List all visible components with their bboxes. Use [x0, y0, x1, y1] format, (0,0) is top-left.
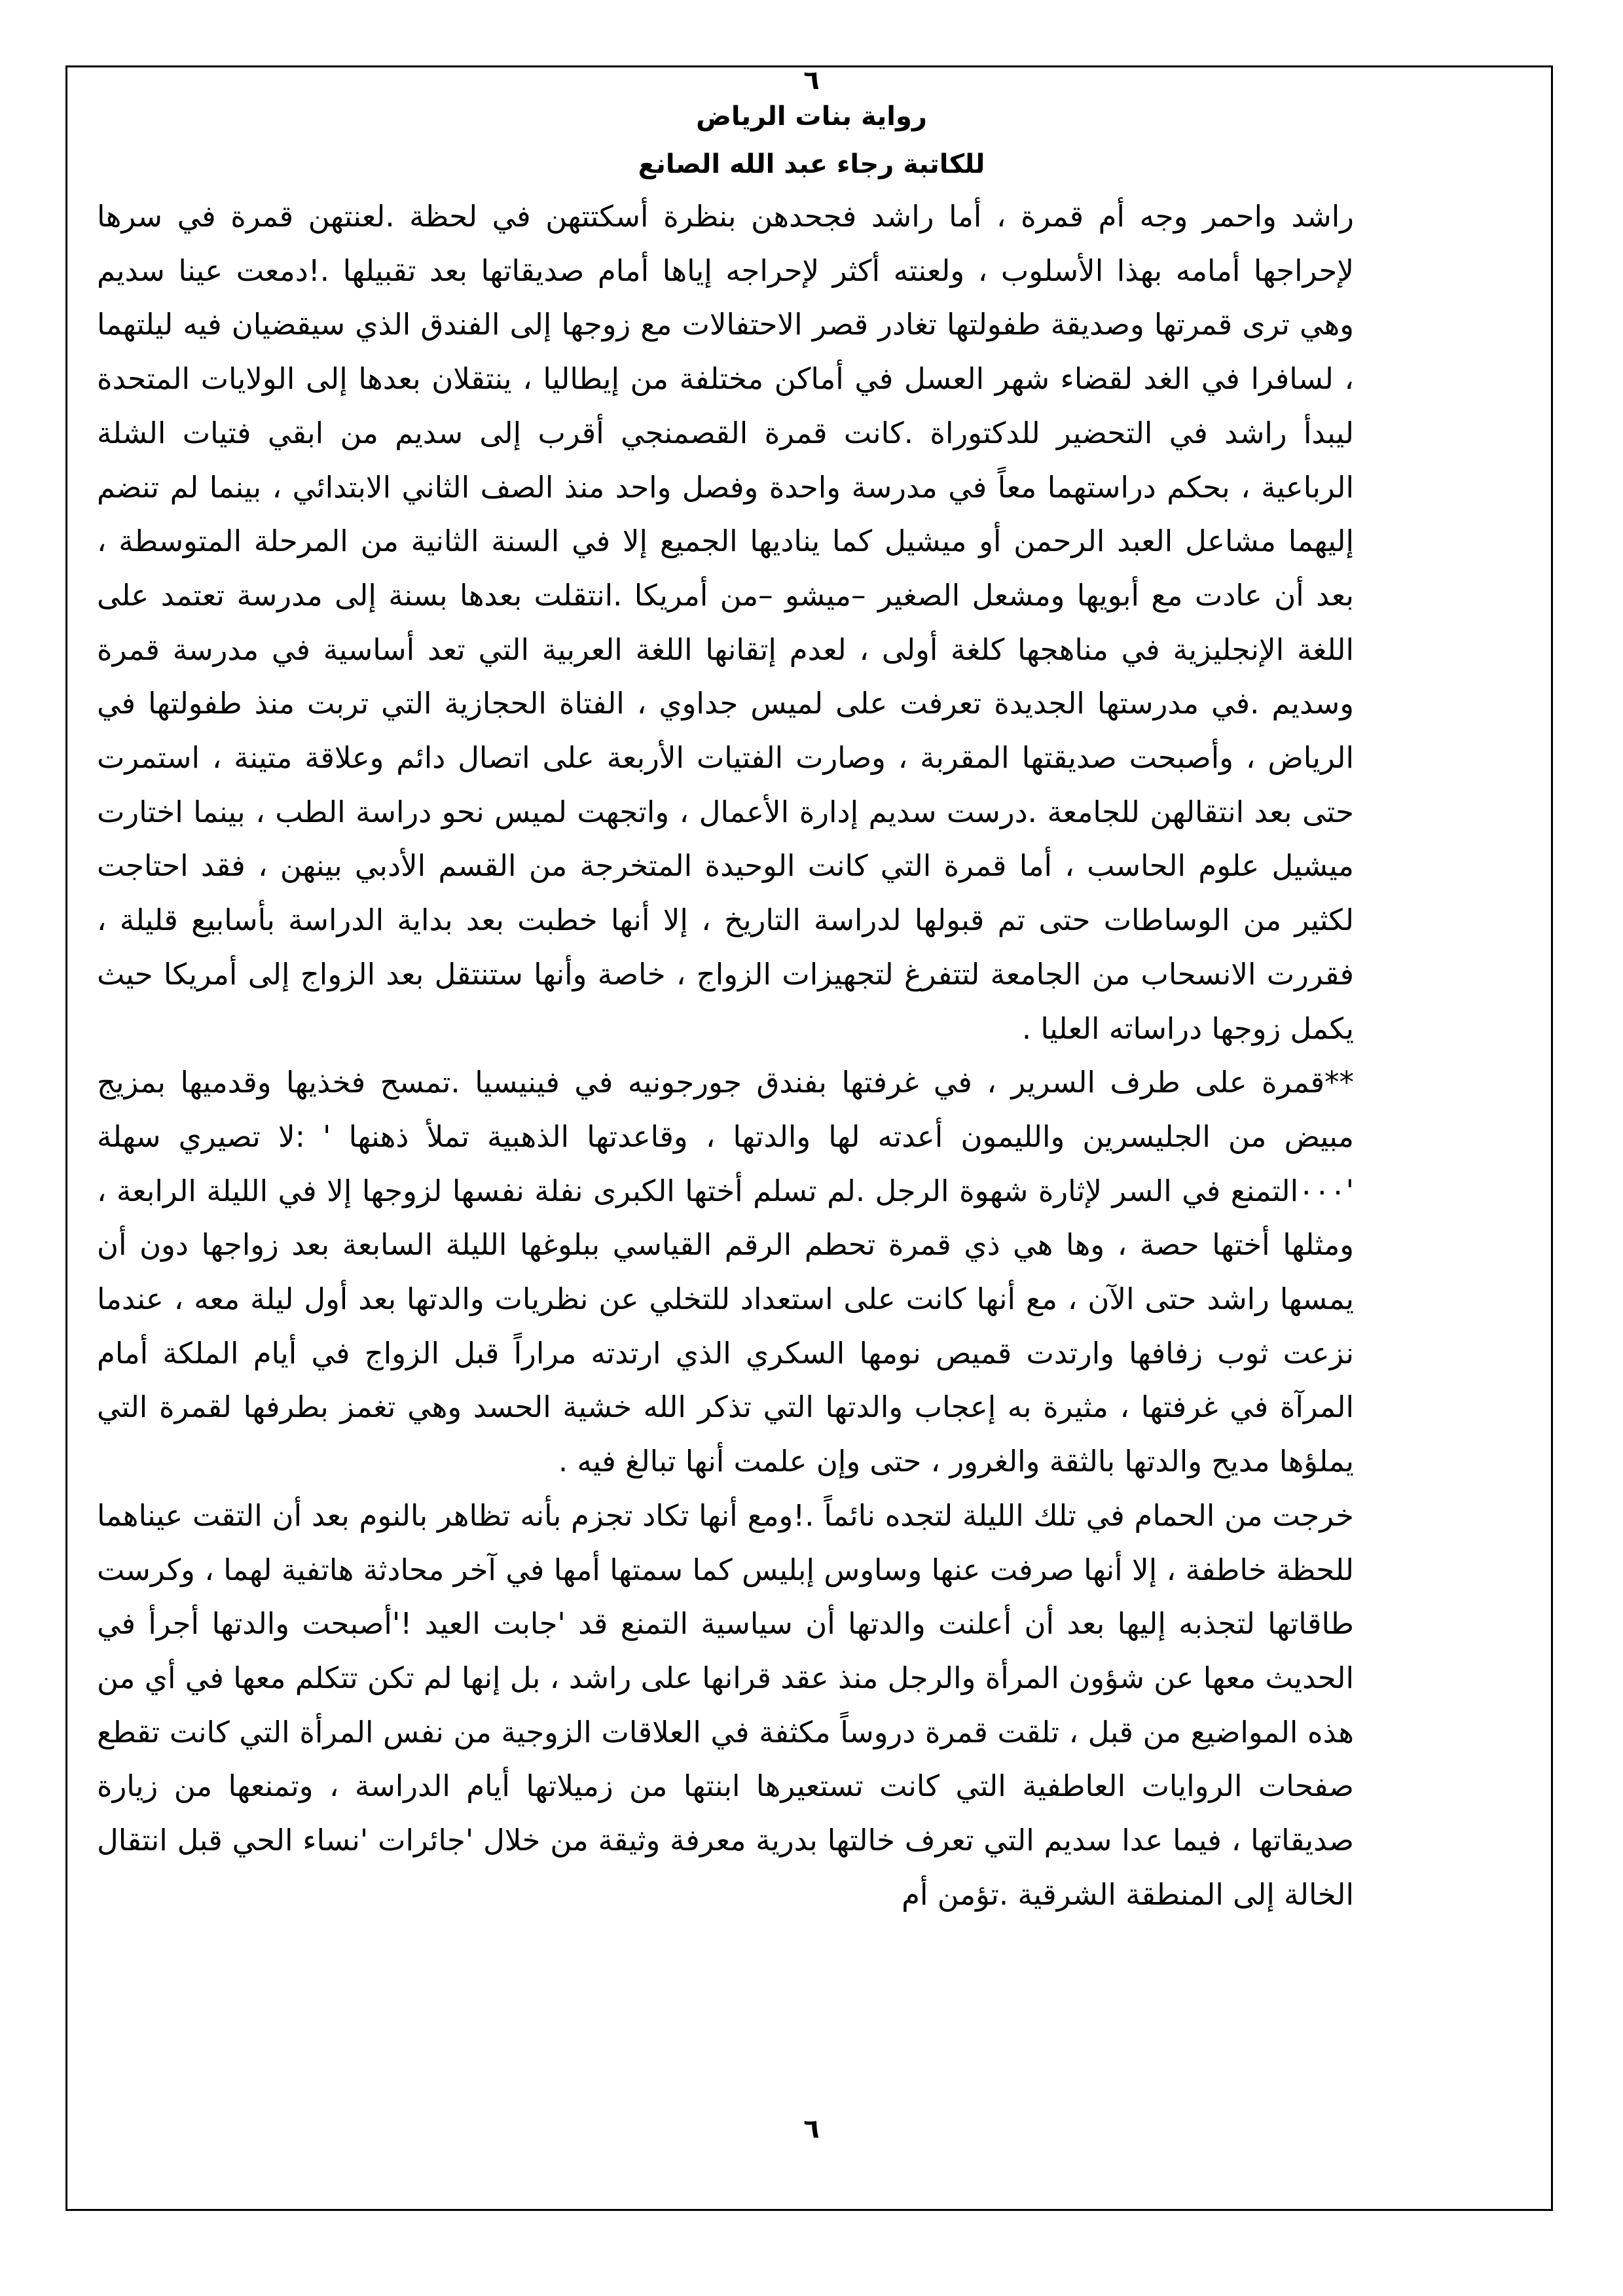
paragraph: خرجت من الحمام في تلك الليلة لتجده نائماً .!ومع أنها تكاد تجزم بأنه تظاهر بالنوم بعد أن التقت عيناهما للحظة خاطفة ، إلا أنها صرفت عنها وساوس إبليس كما سمتها أمها في آخر محادثة هاتفية لهما ، وكرست طاقاتها لتجذبه إليها بعد أن أعلنت والدتها أن سياسية التمنع قد 'جابت العيد !'أصبحت والدتها أجرأ في الحديث معها عن شؤون المرأة والرجل منذ عقد قرانها على راشد ، بل إنها لم تكن تتكلم معها في أي من هذه المواضيع من قبل ، تلقت قمرة دروساً مكثفة في العلاقات الزوجية من نفس المرأة التي كانت تقطع صفحات الروايات العاطفية التي كانت تستعيرها ابنتها من زميلاتها أيام الدراسة ، وتمنعها من زيارة صديقاتها ، فيما عدا سديم التي تعرف خالتها بدرية معرفة وثيقة من خلال 'جائرات 'نساء الحي قبل انتقال الخالة إلى المنطقة الشرقية .تؤمن أم — [97, 1498, 1354, 1912]
paragraph: راشد واحمر وجه أم قمرة ، أما راشد فجحدهن بنظرة أسكتتهن في لحظة .لعنتهن قمرة في سرها لإحراجها أمامه بهذا الأسلوب ، ولعنته أكثر لإحراجه إياها أمام صديقاتها بعد تقبيلها .!دمعت عينا سديم وهي ترى قمرتها وصديقة طفولتها تغادر قصر الاحتفالات مع زوجها إلى الفندق الذي سيقضيان فيه ليلتهما ، لسافرا في الغد لقضاء شهر العسل في أماكن مختلفة من إيطاليا ، ينتقلان بعدها إلى الولايات المتحدة ليبدأ راشد في التحضير للدكتوراة .كانت قمرة القصمنجي أقرب إلى سديم من ابقي فتيات الشلة الرباعية ، بحكم دراستهما معاً في مدرسة واحدة وفصل واحد منذ الصف الثاني الابتدائي ، بينما لم تنضم إليهما مشاعل العبد الرحمن أو ميشيل كما يناديها الجميع إلا في السنة الثانية من المرحلة المتوسطة ، بعد أن عادت مع أبويها ومشعل الصغير –ميشو –من أمريكا .انتقلت بعدها بسنة إلى مدرسة تعتمد على اللغة الإنجليزية في مناهجها كلغة أولى ، لعدم إتقانها اللغة العربية التي تعد أساسية في مدرسة قمرة وسديم .في مدرستها الجديدة تعرفت على لميس جداوي ، الفتاة الحجازية التي تربت منذ طفولتها في الرياض ، وأصبحت صديقتها المقربة ، وصارت الفتيات الأربعة على اتصال دائم وعلاقة متينة ، استمرت حتى بعد انتقالهن للجامعة .درست سديم إدارة الأعمال ، واتجهت لميس نحو دراسة الطب ، بينما اختارت ميشيل علوم الحاسب ، أما قمرة التي كانت الوحيدة المتخرجة من القسم الأدبي بينهن ، فقد احتاجت لكثير من الوساطات حتى تم قبولها لدراسة التاريخ ، إلا أنها خطبت بعد بداية الدراسة بأسابيع قليلة ، فقررت الانسحاب من الجامعة لتتفرغ لتجهيزات الزواج ، خاصة وأنها ستنتقل بعد الزواج إلى أمريكا حيث يكمل زوجها دراساته العليا . — [97, 199, 1354, 1046]
paragraph: **قمرة على طرف السرير ، في غرفتها بفندق جورجونيه في فينيسيا .تمسح فخذيها وقدميها بمزيج مبيض من الجليسرين والليمون أعدته لها والدتها ، وقاعدتها الذهبية تملأ ذهنها ' :لا تصيري سهلة '٠٠٠التمنع في السر لإثارة شهوة الرجل .لم تسلم أختها الكبرى نفلة نفسها لزوجها إلا في الليلة الرابعة ، ومثلها أختها حصة ، وها هي ذي قمرة تحطم الرقم القياسي ببلوغها الليلة السابعة بعد زواجها دون أن يمسها راشد حتى الآن ، مع أنها كانت على استعداد للتخلي عن نظريات والدتها بعد أول ليلة معه ، عندما نزعت ثوب زفافها وارتدت قميص نومها السكري الذي ارتدته مراراً قبل الزواج في أيام الملكة أمام المرآة في غرفتها ، مثيرة به إعجاب والدتها التي تذكر الله خشية الحسد وهي تغمز بطرفها لقمرة التي يملؤها مديح والدتها بالثقة والغرور ، حتى وإن علمت أنها تبالغ فيه . — [97, 1065, 1354, 1479]
page-number-bottom: ٦ — [803, 2114, 820, 2144]
page-number-top: ٦ — [803, 65, 820, 96]
body-text — [97, 190, 1354, 2075]
page-title: رواية بنات الرياض — [696, 101, 927, 132]
author-line: للكاتبة رجاء عبد الله الصانع — [638, 149, 985, 179]
